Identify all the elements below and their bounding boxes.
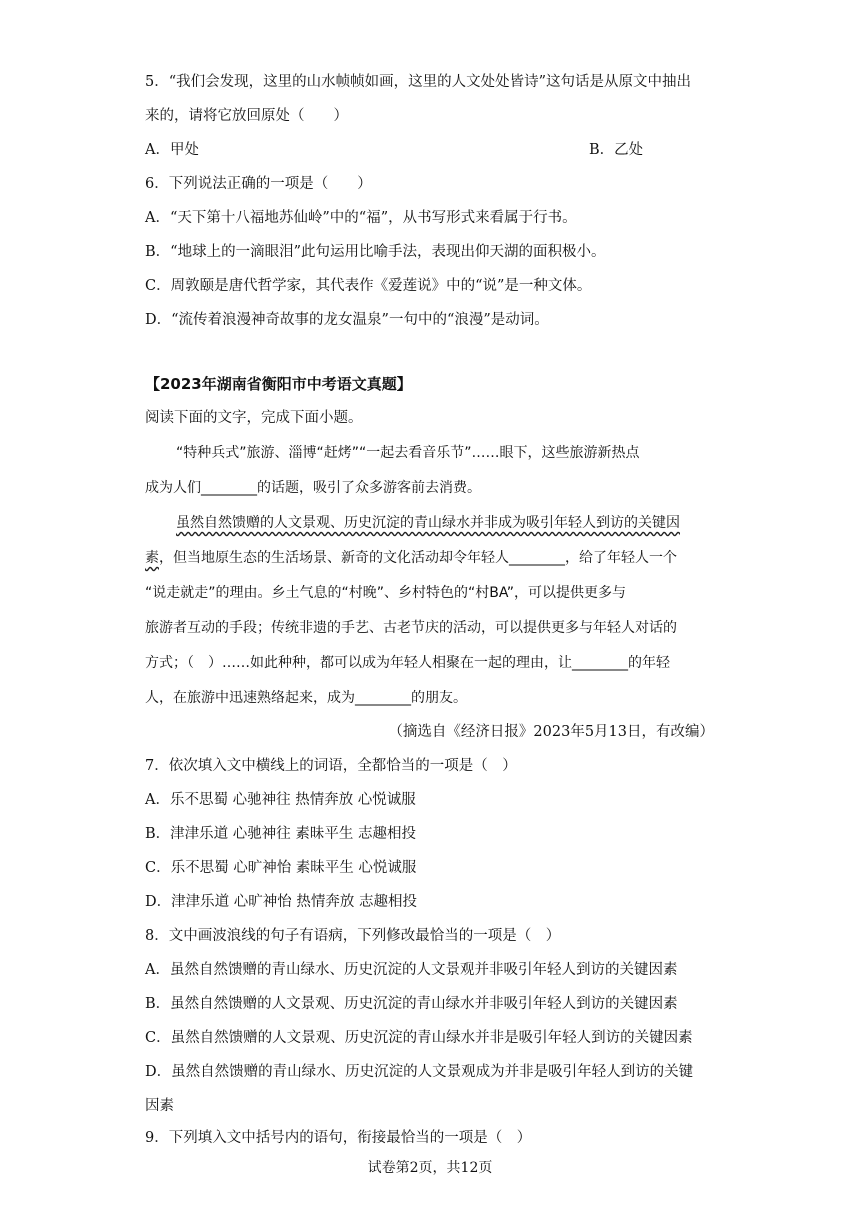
q7-option-a: A．乐不思蜀 心驰神往 热情奔放 心悦诚服 <box>145 792 416 808</box>
q6-option-a: A．“天下第十八福地苏仙岭”中的“福”，从书写形式来看属于行书。 <box>145 210 577 226</box>
q5-option-b: B．乙处 <box>589 142 644 158</box>
q6-stem: 6．下列说法正确的一项是（ ） <box>145 176 372 192</box>
q5-option-a: A．甲处 <box>145 142 199 158</box>
passage-p1-line1: “特种兵式”旅游、淄博“赶烤”“一起去看音乐节”……眼下，这些旅游新热点 <box>176 445 640 461</box>
q7-option-c: C．乐不思蜀 心旷神怡 素昧平生 心悦诚服 <box>145 860 417 876</box>
passage-p2-line2 <box>145 548 677 568</box>
section-heading: 【2023年湖南省衡阳市中考语文真题】 <box>145 375 412 393</box>
passage-source: （摘选自《经济日报》2023年5月13日，有改编） <box>388 724 714 740</box>
passage-p2-line3: “说走就走”的理由。乡土气息的“村晚”、乡村特色的“村BA”，可以提供更多与 <box>145 585 626 601</box>
passage-p1-line2: 成为人们________的话题，吸引了众多游客前去消费。 <box>145 480 481 496</box>
q7-option-b: B．津津乐道 心驰神往 素昧平生 志趣相投 <box>145 826 416 842</box>
q8-option-a: A．虽然自然馈赠的青山绿水、历史沉淀的人文景观并非吸引年轻人到访的关键因素 <box>145 962 678 978</box>
q6-option-d: D．“流传着浪漫神奇故事的龙女温泉”一句中的“浪漫”是动词。 <box>145 312 549 328</box>
q5-stem-line2: 来的，请将它放回原处（ ） <box>145 108 348 124</box>
wavy-sentence-part1: 虽然自然馈赠的人文景观、历史沉淀的青山绿水并非成为吸引年轻人到访的关键因 <box>176 515 680 531</box>
q9-stem: 9．下列填入文中括号内的语句，衔接最恰当的一项是（ ） <box>145 1130 532 1146</box>
q8-option-d: D．虽然自然馈赠的青山绿水、历史沉淀的人文景观成为并非是吸引年轻人到访的关键 <box>145 1064 694 1080</box>
passage-p2-line4: 旅游者互动的手段；传统非遗的手艺、古老节庆的活动，可以提供更多与年轻人对话的 <box>145 620 677 636</box>
q8-option-d-continuation: 因素 <box>145 1098 174 1114</box>
passage-p2-line1 <box>176 513 680 533</box>
q7-option-d: D．津津乐道 心旷神怡 热情奔放 志趣相投 <box>145 894 417 910</box>
passage-p2-line5: 方式；（ ）……如此种种，都可以成为年轻人相聚在一起的理由，让________的年轻 <box>145 655 670 671</box>
section-instruction: 阅读下面的文字，完成下面小题。 <box>145 410 363 426</box>
passage-p2-line2-rest: ，但当地原生态的生活场景、新奇的文化活动却令年轻人________，给了年轻人一个 <box>159 550 677 566</box>
q8-stem: 8．文中画波浪线的句子有语病，下列修改最恰当的一项是（ ） <box>145 928 561 944</box>
q5-options <box>145 140 644 160</box>
q5-stem-line1: 5．“我们会发现，这里的山水帧帧如画，这里的人文处处皆诗”这句话是从原文中抽出 <box>145 74 692 90</box>
wavy-sentence-part2: 素 <box>145 550 159 566</box>
q8-option-b: B．虽然自然馈赠的人文景观、历史沉淀的青山绿水并非吸引年轻人到访的关键因素 <box>145 996 678 1012</box>
q8-option-c: C．虽然自然馈赠的人文景观、历史沉淀的青山绿水并非是吸引年轻人到访的关键因素 <box>145 1030 693 1046</box>
q6-option-c: C．周敦颐是唐代哲学家，其代表作《爱莲说》中的“说”是一种文体。 <box>145 278 592 294</box>
passage-p2-line6: 人，在旅游中迅速熟络起来，成为________的朋友。 <box>145 690 467 706</box>
q6-option-b: B．“地球上的一滴眼泪”此句运用比喻手法，表现出仰天湖的面积极小。 <box>145 244 606 260</box>
page-footer: 试卷第2页，共12页 <box>367 1160 493 1176</box>
q7-stem: 7．依次填入文中横线上的词语，全都恰当的一项是（ ） <box>145 758 517 774</box>
